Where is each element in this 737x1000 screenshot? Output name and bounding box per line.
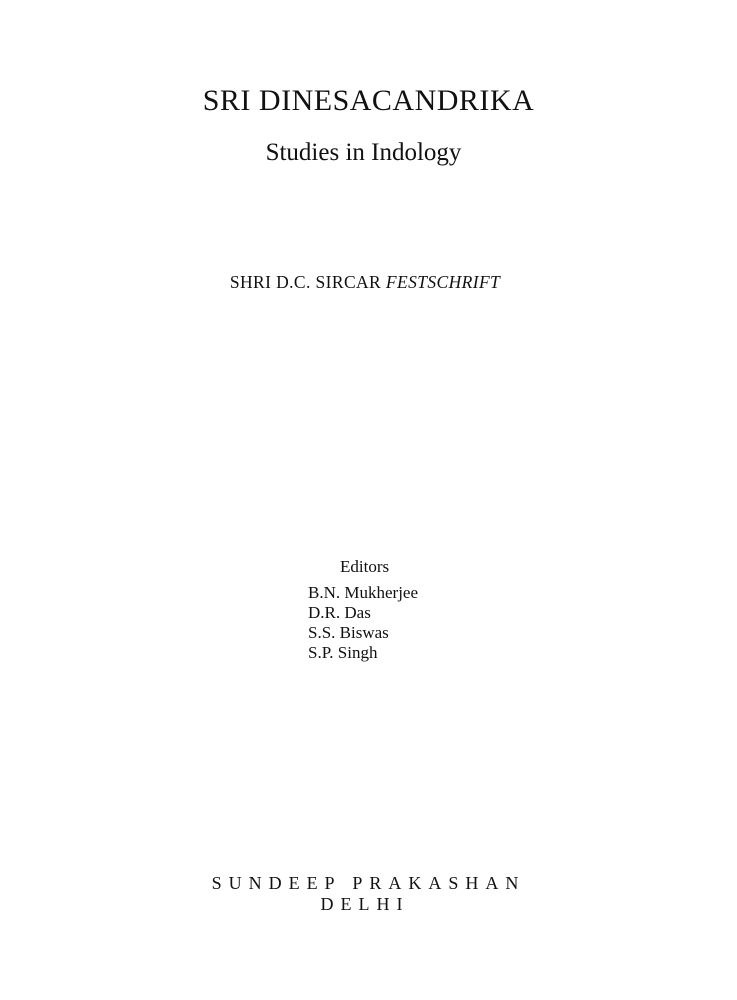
editors-list: [308, 583, 418, 663]
festschrift-label: FESTSCHRIFT: [385, 272, 501, 292]
publisher-city: DELHI: [320, 894, 410, 914]
book-title: SRI DINESACANDRIKA: [202, 84, 535, 117]
editor-name: S.P. Singh: [308, 643, 378, 662]
editor-name: B.N. Mukherjee: [308, 583, 419, 602]
book-subtitle: Studies in Indology: [265, 139, 462, 166]
editor-name: D.R. Das: [308, 603, 371, 622]
editors-heading: Editors: [340, 557, 390, 576]
festschrift-line: [0, 272, 730, 293]
publisher-name: SUNDEEP PRAKASHAN: [211, 873, 526, 893]
editor-name: S.S. Biswas: [308, 623, 389, 642]
honoree-name: SHRI D.C. SIRCAR: [229, 272, 382, 292]
